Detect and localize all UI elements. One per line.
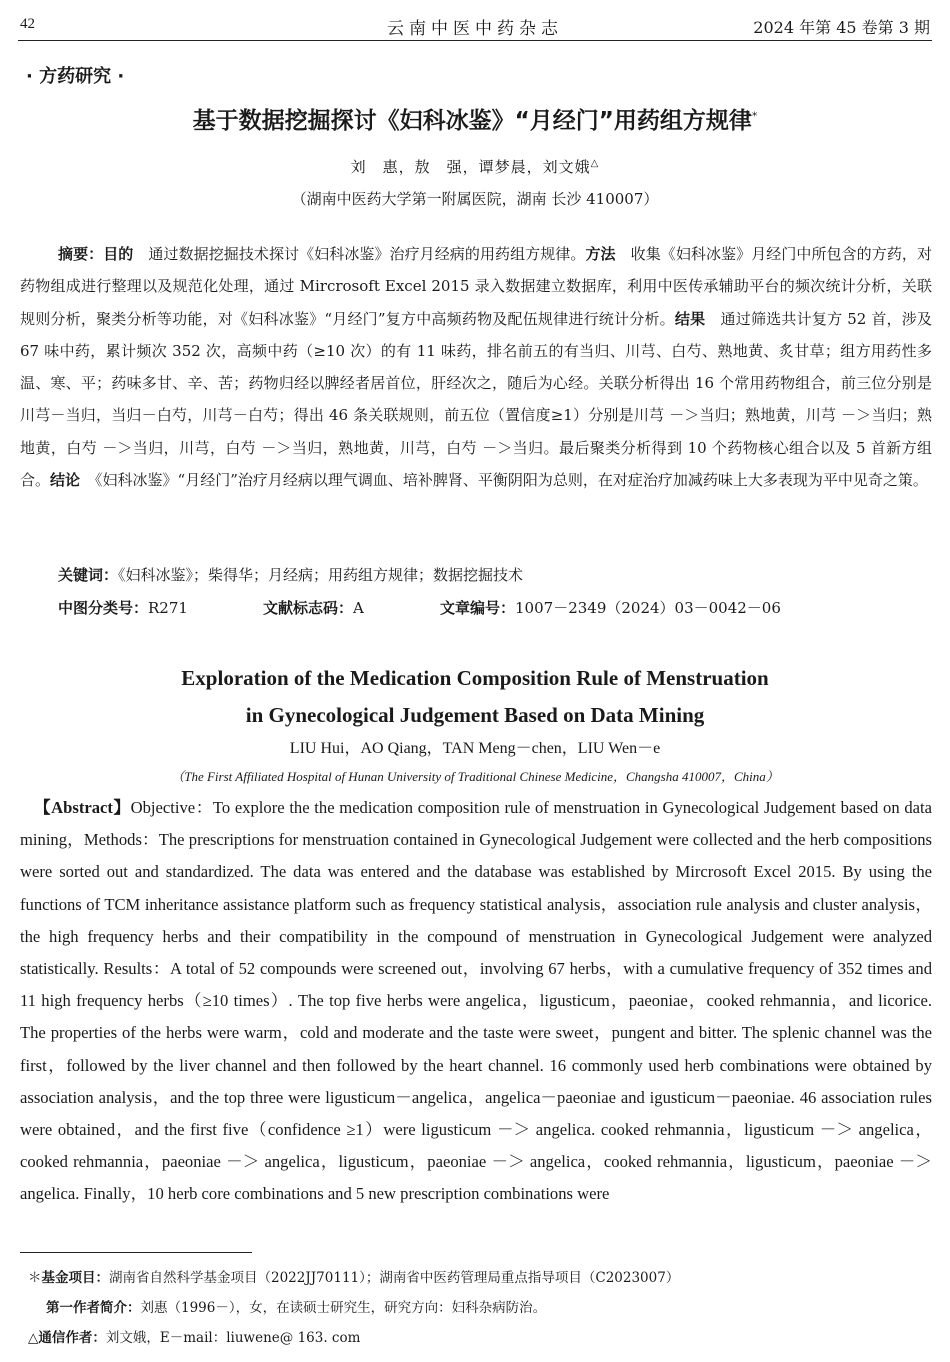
affiliation-en: （The First Affiliated Hospital of Hunan University of Traditional Chinese Medicine，Changsha 410007，China） (171, 769, 779, 784)
footnote-fund (28, 1266, 679, 1286)
first-author-text: 刘惠（1996－），女，在读硕士研究生，研究方向：妇科杂病防治。 (140, 1300, 547, 1316)
methods-text: 收集《妇科冰鉴》月经门中所包含的方药，对药物组成进行整理以及规范化处理，通过 Mircrosoft Excel 2015 录入数据建立数据库，利用中医传承辅助平台的频次统计分析，关联规则分析，聚类分析等功能，对《妇科冰鉴》“月经门”复方中高频药物及配伍规律进行统计分析。 (20, 245, 932, 328)
article-title-en (0, 660, 950, 734)
doc-label: 文献标志码： (263, 599, 354, 617)
page-number: 42 (20, 16, 35, 32)
running-header (20, 14, 930, 38)
authors-cn (0, 156, 950, 177)
results-text: 通过筛选共计复方 52 首，涉及 67 味中药，累计频次 352 次，高频中药（≥10 次）的有 11 味药，排名前五的有当归、川芎、白芍、熟地黄、炙甘草；组方用药性多温、寒、平；药味多甘、辛、苦；药物归经以脾经者居首位，肝经次之，随后为心经。关联分析得出 16 个常用药物组合，前三位分别是川芎－当归，当归－白芍，川芎－白芍；得出 46 条关联规则，前五位（置信度≥1）分别是川芎 －＞当归；熟地黄，川芎 －＞当归；熟地黄，白芍 －＞当归，川芎，白芍 －＞当归，熟地黄，川芎，白芍 －＞当归。最后聚类分析得到 10 个药物核心组合以及 5 首新方组合。 (20, 309, 932, 490)
footnote-first-author (46, 1296, 546, 1316)
keywords (58, 564, 523, 585)
corresponding-label: 通信作者： (38, 1330, 106, 1346)
keywords-label: 关键词： (58, 566, 119, 584)
corresponding-fn-mark: △ (28, 1330, 39, 1346)
abstract-en-text: Objective：To explore the the medication composition rule of menstruation in Gynecological Judgement based on data mining，Methods：The prescriptions for menstruation contained in Gynecological Judgement were collected and the herb compositions were sorted out and standardized. The data was entered and the database was established by Mircrosoft Excel 2015. By using the functions of TCM inheritance assistance platform such as frequency statistical analysis，association rule analysis and cluster analysis，the high frequency herbs and their compatibility in the compound of menstruation in Gynecological Judgement were analyzed statistically. Results：A total of 52 compounds were screened out，involving 67 herbs，with a cumulative frequency of 352 times and 11 high frequency herbs（≥10 times）. The top five herbs were angelica，ligusticum，paeoniae，cooked rehmannia，and licorice. The properties of the herbs were warm，cold and moderate and the taste were sweet，pungent and bitter. The splenic channel was the first，followed by the liver channel and then followed by the heart channel. 16 commonly used herb combinations were obtained by association analysis，and the top three were ligusticum－angelica，angelica－paeoniae and igusticum－paeoniae. 46 association rules were obtained，and the first five（confidence ≥1）were ligusticum －＞ angelica. cooked rehmannia，ligusticum －＞ angelica，cooked rehmannia，paeoniae －＞ angelica，ligusticum，paeoniae －＞ angelica，cooked rehmannia，ligusticum，paeoniae －＞ angelica. Finally，10 herb core combinations and 5 new prescription combinations were (20, 798, 933, 1204)
fund-text: 湖南省自然科学基金项目（2022JJ70111）；湖南省中医药管理局重点指导项目（C2023007） (109, 1270, 680, 1286)
affiliation-cn: （湖南中医药大学第一附属医院，湖南 长沙 410007） (291, 190, 659, 208)
doc-value: A (353, 599, 364, 617)
title-en-line-2: in Gynecological Judgement Based on Data Mining (245, 703, 705, 727)
article-value: 1007－2349（2024）03－0042－06 (515, 599, 781, 617)
journal-name: 云南中医中药杂志 (387, 19, 563, 39)
objective-label: 目的 (103, 245, 134, 263)
article-title-cn (0, 102, 950, 135)
clc-label: 中图分类号： (58, 599, 149, 617)
title-fund-mark: * (751, 109, 758, 123)
fund-label: 基金项目： (41, 1270, 109, 1286)
fund-mark: ＊ (28, 1270, 42, 1286)
footnote-rule (20, 1252, 252, 1253)
corresponding-mark: △ (590, 158, 600, 169)
first-author-label: 第一作者简介： (46, 1300, 141, 1316)
article-label: 文章编号： (440, 599, 516, 617)
conclusion-text: 《妇科冰鉴》“月经门”治疗月经病以理气调血、培补脾肾、平衡阴阳为总则，在对症治疗加减药味上大多表现为平中见奇之策。 (80, 471, 928, 490)
methods-label: 方法 (585, 245, 616, 263)
abstract-en-paragraph (20, 792, 932, 1211)
clc-value: R271 (148, 599, 188, 617)
article-number (440, 597, 781, 618)
footnote-corresponding (28, 1326, 360, 1346)
clc-number (58, 597, 188, 618)
results-label: 结果 (674, 309, 706, 328)
authors-cn-text: 刘 惠，敖 强，谭梦晨，刘文娥 (350, 158, 591, 176)
abstract-cn (20, 238, 932, 496)
volume-issue: 2024 年第 45 卷第 3 期 (753, 18, 930, 37)
corresponding-text: 刘文娥，E－mail：liuwene@ 163. com (105, 1330, 361, 1346)
title-en-line-1: Exploration of the Medication Composition Rule of Menstruation (181, 666, 769, 690)
title-cn-text: 基于数据挖掘探讨《妇科冰鉴》“月经门”用药组方规律 (192, 108, 752, 134)
abstract-en-label: 【Abstract】 (34, 798, 131, 817)
document-code (263, 597, 364, 618)
section-label: · 方药研究 · (26, 66, 125, 87)
authors-en: LIU Hui，AO Qiang，TAN Meng－chen，LIU Wen－e (289, 740, 661, 757)
keywords-text: 《妇科冰鉴》；柴得华；月经病；用药组方规律；数据挖掘技术 (118, 566, 524, 584)
abstract-en (20, 792, 932, 1211)
conclusion-label: 结论 (50, 471, 81, 490)
header-rule (18, 40, 932, 41)
objective-text: 通过数据挖掘技术探讨《妇科冰鉴》治疗月经病的用药组方规律。 (133, 245, 586, 263)
abstract-label: 摘要： (58, 245, 104, 263)
abstract-cn-paragraph (20, 238, 932, 496)
